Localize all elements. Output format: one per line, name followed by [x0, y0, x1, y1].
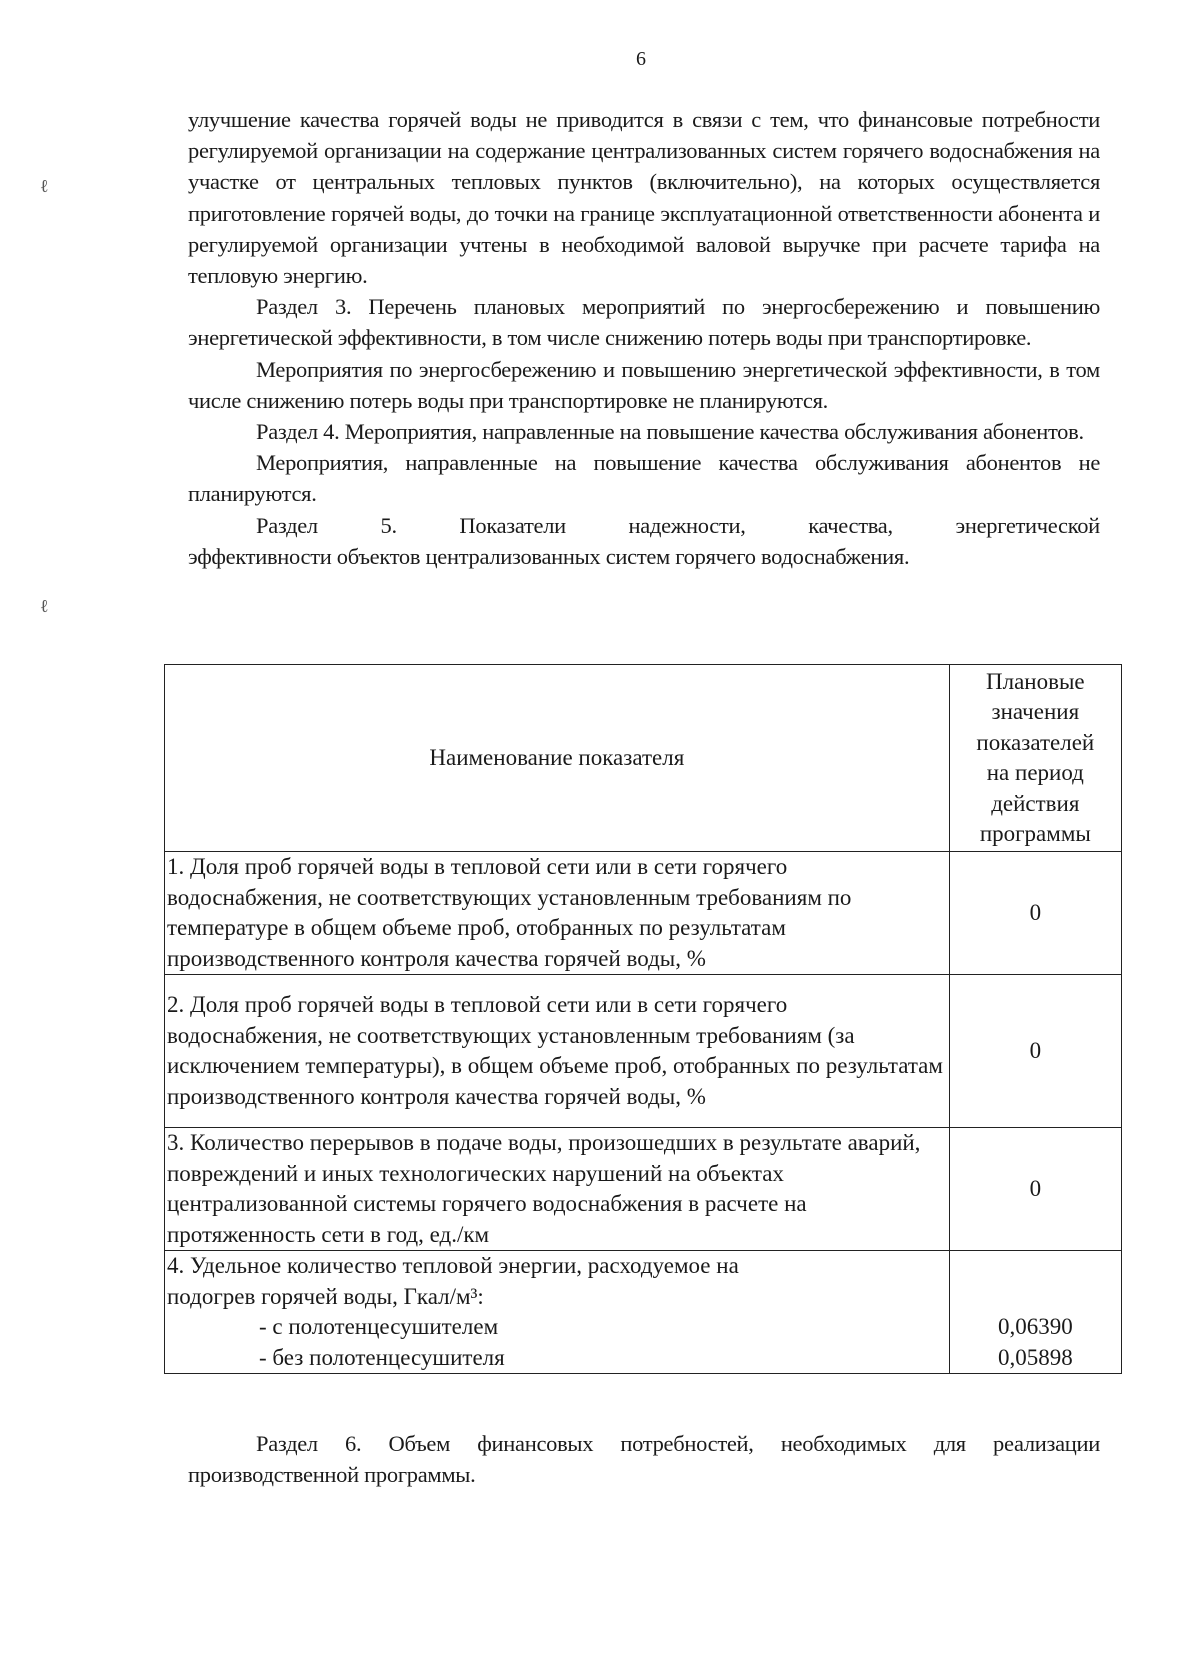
section-3-body: Мероприятия по энергосбережению и повышению энергетической эффективности, в том числе снижению потерь воды при транспортировке не планируются.	[188, 356, 1100, 413]
header-line: программы	[979, 821, 1091, 846]
indicator-value: 0	[949, 975, 1121, 1128]
section-5-word: Показатели	[459, 512, 566, 538]
margin-mark: ℓ	[40, 596, 49, 616]
sub-item-value: 0,06390	[997, 1314, 1073, 1339]
document-body	[188, 104, 1100, 572]
indicator-name-line: подогрев горячей воды, Гкал/м³:	[167, 1283, 484, 1309]
indicator-name: 2. Доля проб горячей воды в тепловой сети или в сети горячего водоснабжения, не соответствующих установленным требованиям (за исключением температуры), в общем объеме проб, отобранных по результатам производственного контроля качества горячей воды, %	[165, 975, 950, 1128]
indicator-name: 3. Количество перерывов в подаче воды, произошедших в результате аварий, повреждений и иных технологических нарушений на объектах централизованной системы горячего водоснабжения в расчете на протяженность сети в год, ед./км	[165, 1128, 950, 1251]
table-row	[165, 1128, 1122, 1251]
table-row	[165, 852, 1122, 975]
section-5-word: качества,	[808, 512, 893, 538]
section-5-word: надежности,	[628, 512, 746, 538]
table-row	[165, 975, 1122, 1128]
indicator-name-line: 4. Удельное количество тепловой энергии, расходуемое на	[167, 1253, 739, 1278]
indicator-name: 1. Доля проб горячей воды в тепловой сети или в сети горячего водоснабжения, не соответствующих установленным требованиям по температуре в общем объеме проб, отобранных по результатам производственного контроля качества горячей воды, %	[165, 852, 950, 975]
section-3-heading: Раздел 3. Перечень плановых мероприятий по энергосбережению и повышению энергетической эффективности, в том числе снижению потерь воды при транспортировке.	[188, 294, 1100, 351]
header-line: действия	[991, 790, 1080, 816]
header-line: показателей	[976, 729, 1095, 755]
paragraph-hot-water-quality: улучшение качества горячей воды не приводится в связи с тем, что финансовые потребности регулируемой организации на содержание централизованных систем горячего водоснабжения на участке от центральных тепловых пунктов (включительно), на которых осуществляется приготовление горячей воды, до точки на границе эксплуатационной ответственности абонента и регулируемой организации учтены в необходимой валовой выручке при расчете тарифа на тепловую энергию.	[188, 107, 1100, 289]
table-header-row	[165, 665, 1122, 852]
indicator-value	[949, 1251, 1121, 1374]
section-5-heading-continued: эффективности объектов централизованных систем горячего водоснабжения.	[188, 543, 910, 569]
header-planned-values	[949, 665, 1121, 852]
margin-mark: ℓ	[40, 176, 49, 196]
sub-item-label: - без полотенцесушителя	[259, 1344, 505, 1370]
indicators-table	[164, 664, 1122, 1374]
header-indicator-name: Наименование показателя	[165, 665, 950, 852]
indicator-value: 0	[949, 852, 1121, 975]
indicator-name	[165, 1251, 950, 1374]
section-5-word: Раздел	[256, 512, 318, 538]
sub-item-label: - с полотенцесушителем	[259, 1314, 499, 1339]
section-6-block	[188, 1428, 1100, 1490]
header-line: Плановые	[986, 668, 1085, 694]
indicator-value: 0	[949, 1128, 1121, 1251]
section-5-word: энергетической	[955, 512, 1100, 538]
page-number: 6	[636, 48, 646, 70]
table-row	[165, 1251, 1122, 1374]
section-4-body: Мероприятия, направленные на повышение качества обслуживания абонентов не планируются.	[188, 450, 1100, 507]
header-line: на период	[986, 760, 1084, 785]
header-line: значения	[991, 699, 1080, 724]
section-5-word: 5.	[380, 512, 397, 538]
sub-item-value: 0,05898	[997, 1344, 1073, 1370]
section-4-heading: Раздел 4. Мероприятия, направленные на повышение качества обслуживания абонентов.	[256, 419, 1084, 445]
section-6-heading: Раздел 6. Объем финансовых потребностей, необходимых для реализации производственной программы.	[188, 1431, 1100, 1488]
section-5-heading	[188, 510, 1100, 541]
